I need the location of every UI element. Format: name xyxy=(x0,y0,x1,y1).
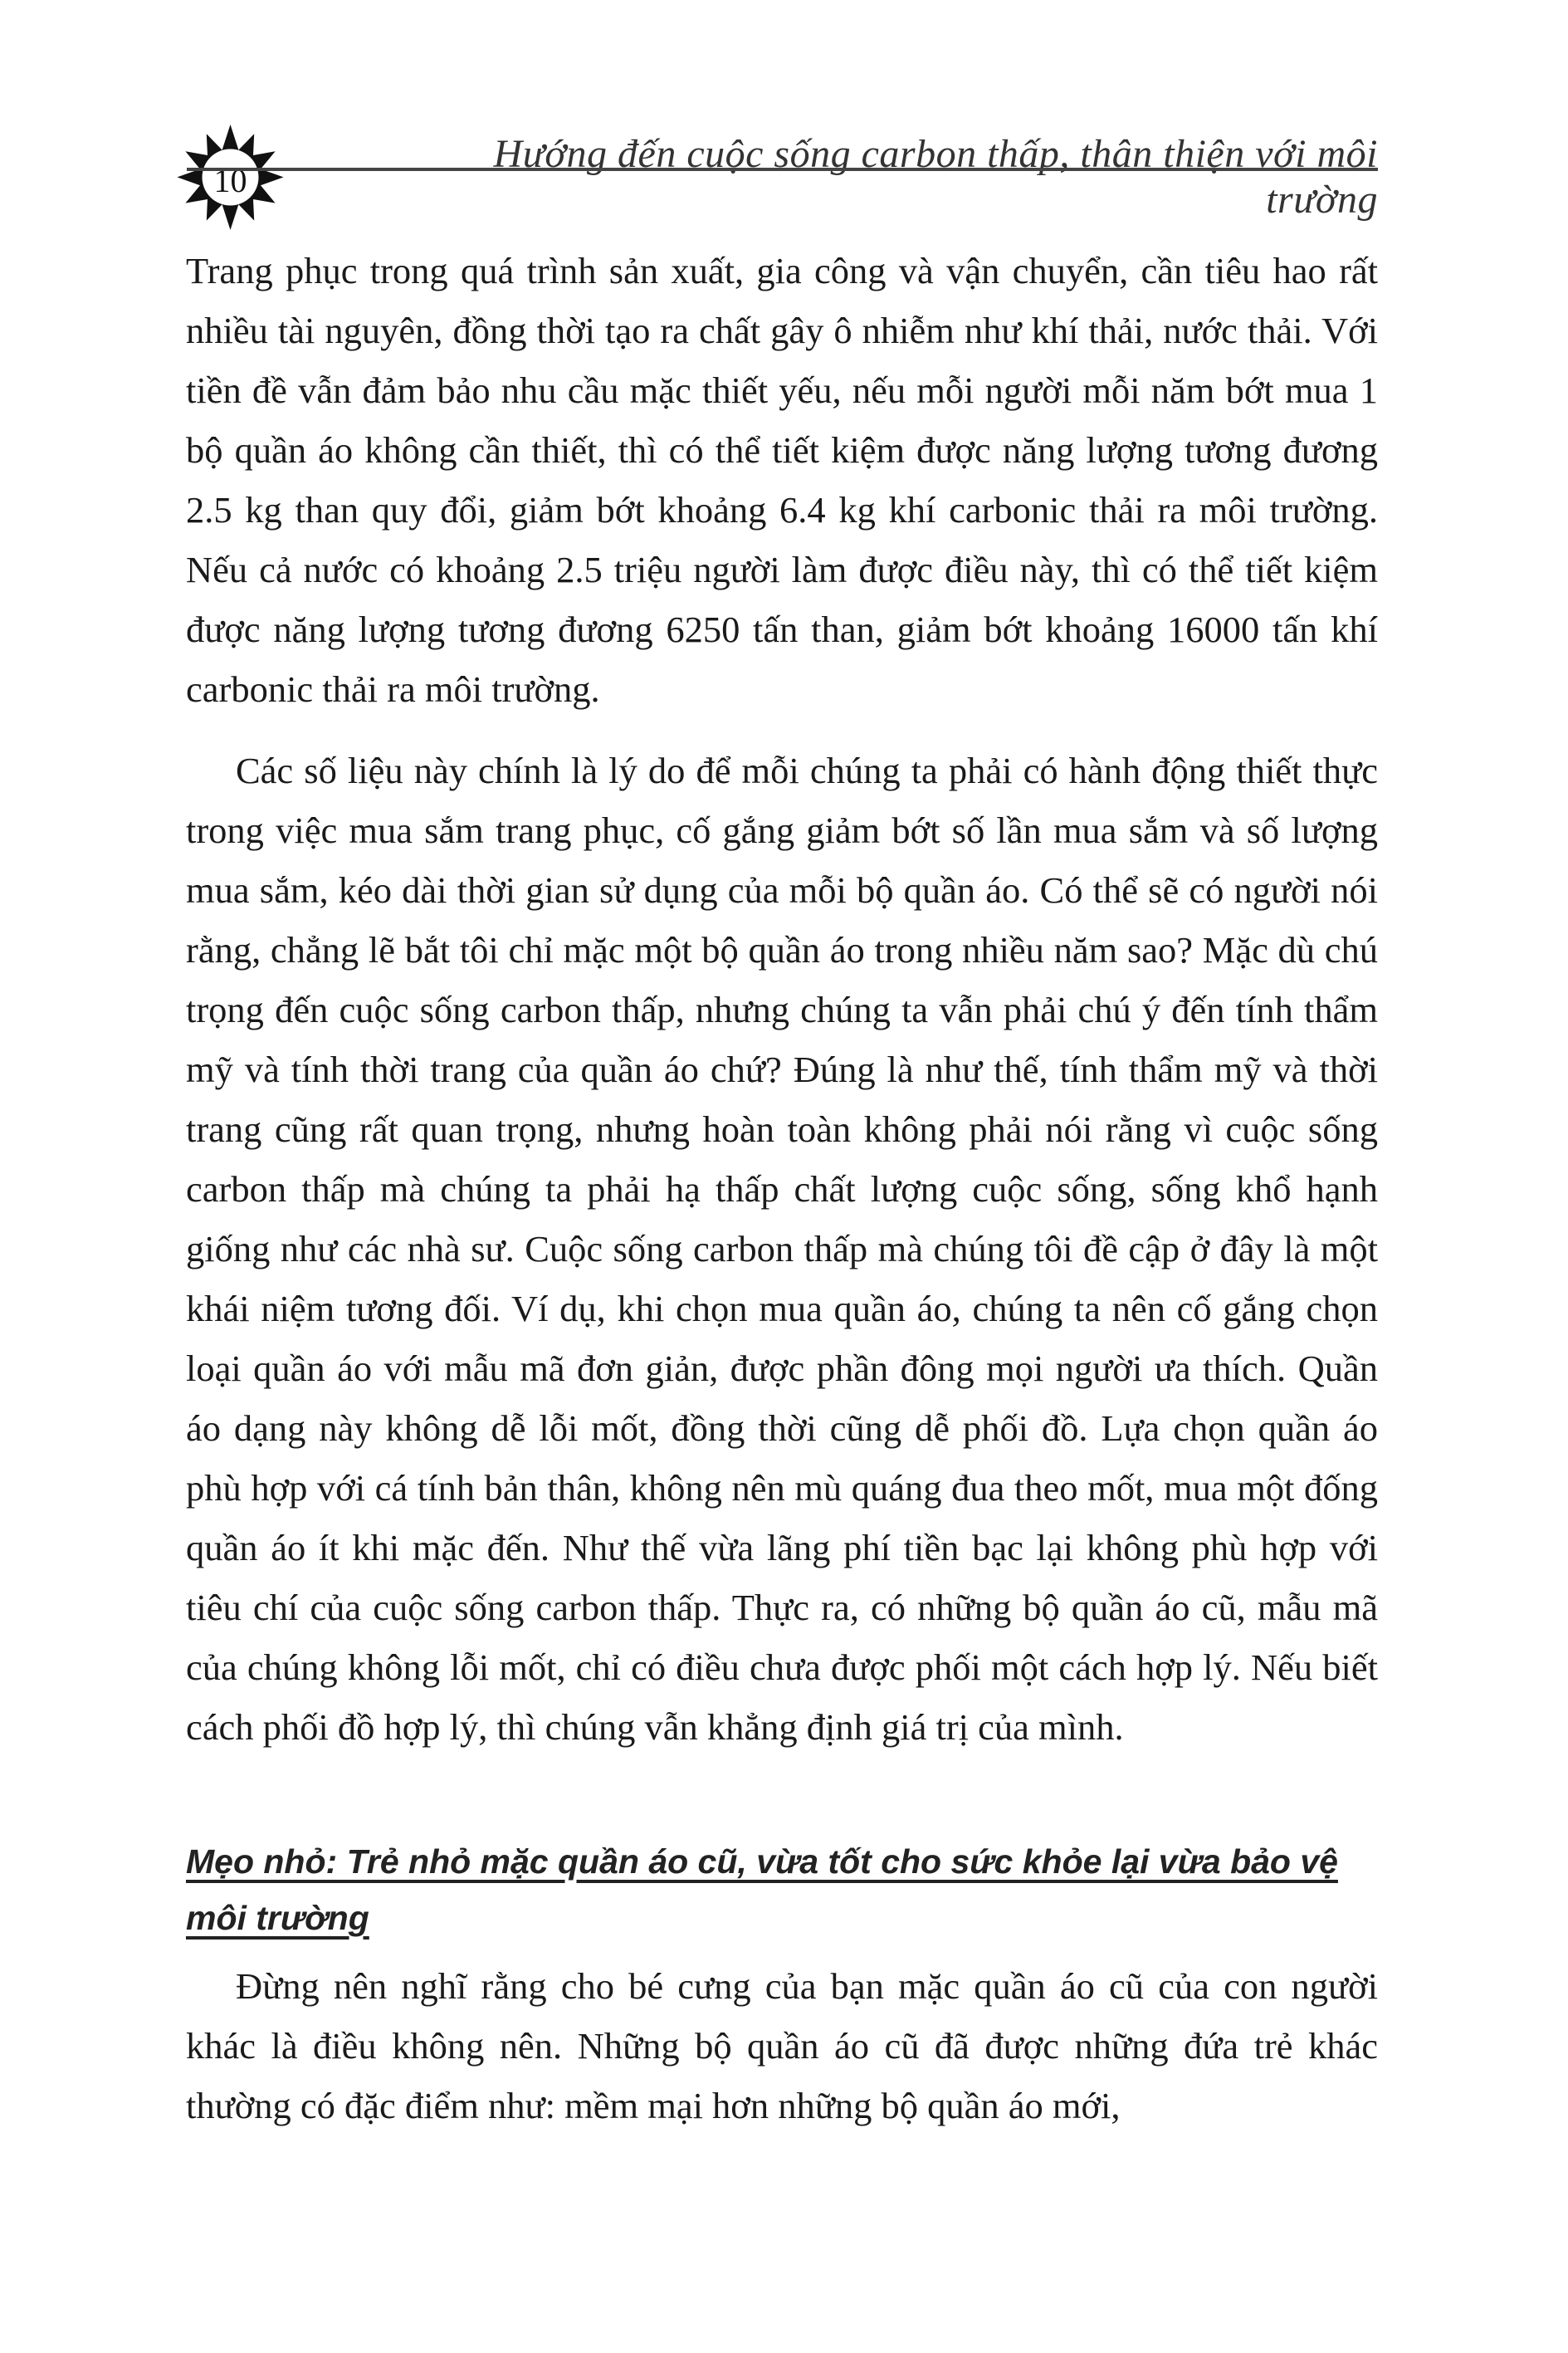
tip-paragraph: Đừng nên nghĩ rằng cho bé cưng của bạn mặc quần áo cũ của con người khác là điều không nên. Những bộ quần áo cũ đã được những đứa trẻ khác thường có đặc điểm như: mềm mại hơn những bộ quần áo mới, xyxy=(186,1965,1378,2126)
header-divider xyxy=(187,168,1378,171)
tip-heading: Mẹo nhỏ: Trẻ nhỏ mặc quần áo cũ, vừa tốt cho sức khỏe lại vừa bảo vệ môi trường xyxy=(186,1842,1338,1937)
page-header xyxy=(174,125,1378,222)
body-paragraph-2: Các số liệu này chính là lý do để mỗi chúng ta phải có hành động thiết thực trong việc mua sắm trang phục, cố gắng giảm bớt số lần mua sắm và số lượng mua sắm, kéo dài thời gian sử dụng của mỗi bộ quần áo. Có thể sẽ có người nói rằng, chẳng lẽ bắt tôi chỉ mặc một bộ quần áo trong nhiều năm sao? Mặc dù chú trọng đến cuộc sống carbon thấp, nhưng chúng ta vẫn phải chú ý đến tính thẩm mỹ và tính thời trang của quần áo chứ? Đúng là như thế, tính thẩm mỹ và thời trang cũng rất quan trọng, nhưng hoàn toàn không phải nói rằng vì cuộc sống carbon thấp mà chúng ta phải hạ thấp chất lượng cuộc sống, sống khổ hạnh giống như các nhà sư. Cuộc sống carbon thấp mà chúng tôi đề cập ở đây là một khái niệm tương đối. Ví dụ, khi chọn mua quần áo, chúng ta nên cố gắng chọn loại quần áo với mẫu mã đơn giản, được phần đông mọi người ưa thích. Quần áo dạng này không dễ lỗi mốt, đồng thời cũng dễ phối đồ. Lựa chọn quần áo phù hợp với cá tính bản thân, không nên mù quáng đua theo mốt, mua một đống quần áo ít khi mặc đến. Như thế vừa lãng phí tiền bạc lại không phù hợp với tiêu chí của cuộc sống carbon thấp. Thực ra, có những bộ quần áo cũ, mẫu mã của chúng không lỗi mốt, chỉ có điều chưa được phối một cách hợp lý. Nếu biết cách phối đồ hợp lý, thì chúng vẫn khẳng định giá trị của mình. xyxy=(186,750,1378,1748)
page-body xyxy=(186,241,1378,2135)
body-paragraph-1: Trang phục trong quá trình sản xuất, gia công và vận chuyển, cần tiêu hao rất nhiều tài nguyên, đồng thời tạo ra chất gây ô nhiễm như khí thải, nước thải. Với tiền đề vẫn đảm bảo nhu cầu mặc thiết yếu, nếu mỗi người mỗi năm bớt mua 1 bộ quần áo không cần thiết, thì có thể tiết kiệm được năng lượng tương đương 2.5 kg than quy đổi, giảm bớt khoảng 6.4 kg khí carbonic thải ra môi trường. Nếu cả nước có khoảng 2.5 triệu người làm được điều này, thì có thể tiết kiệm được năng lượng tương đương 6250 tấn than, giảm bớt khoảng 16000 tấn khí carbonic thải ra môi trường. xyxy=(186,250,1378,710)
running-title: Hướng đến cuộc sống carbon thấp, thân thiện với môi trường xyxy=(493,132,1378,222)
page-number-badge xyxy=(174,125,286,237)
page-number: 10 xyxy=(213,162,247,199)
